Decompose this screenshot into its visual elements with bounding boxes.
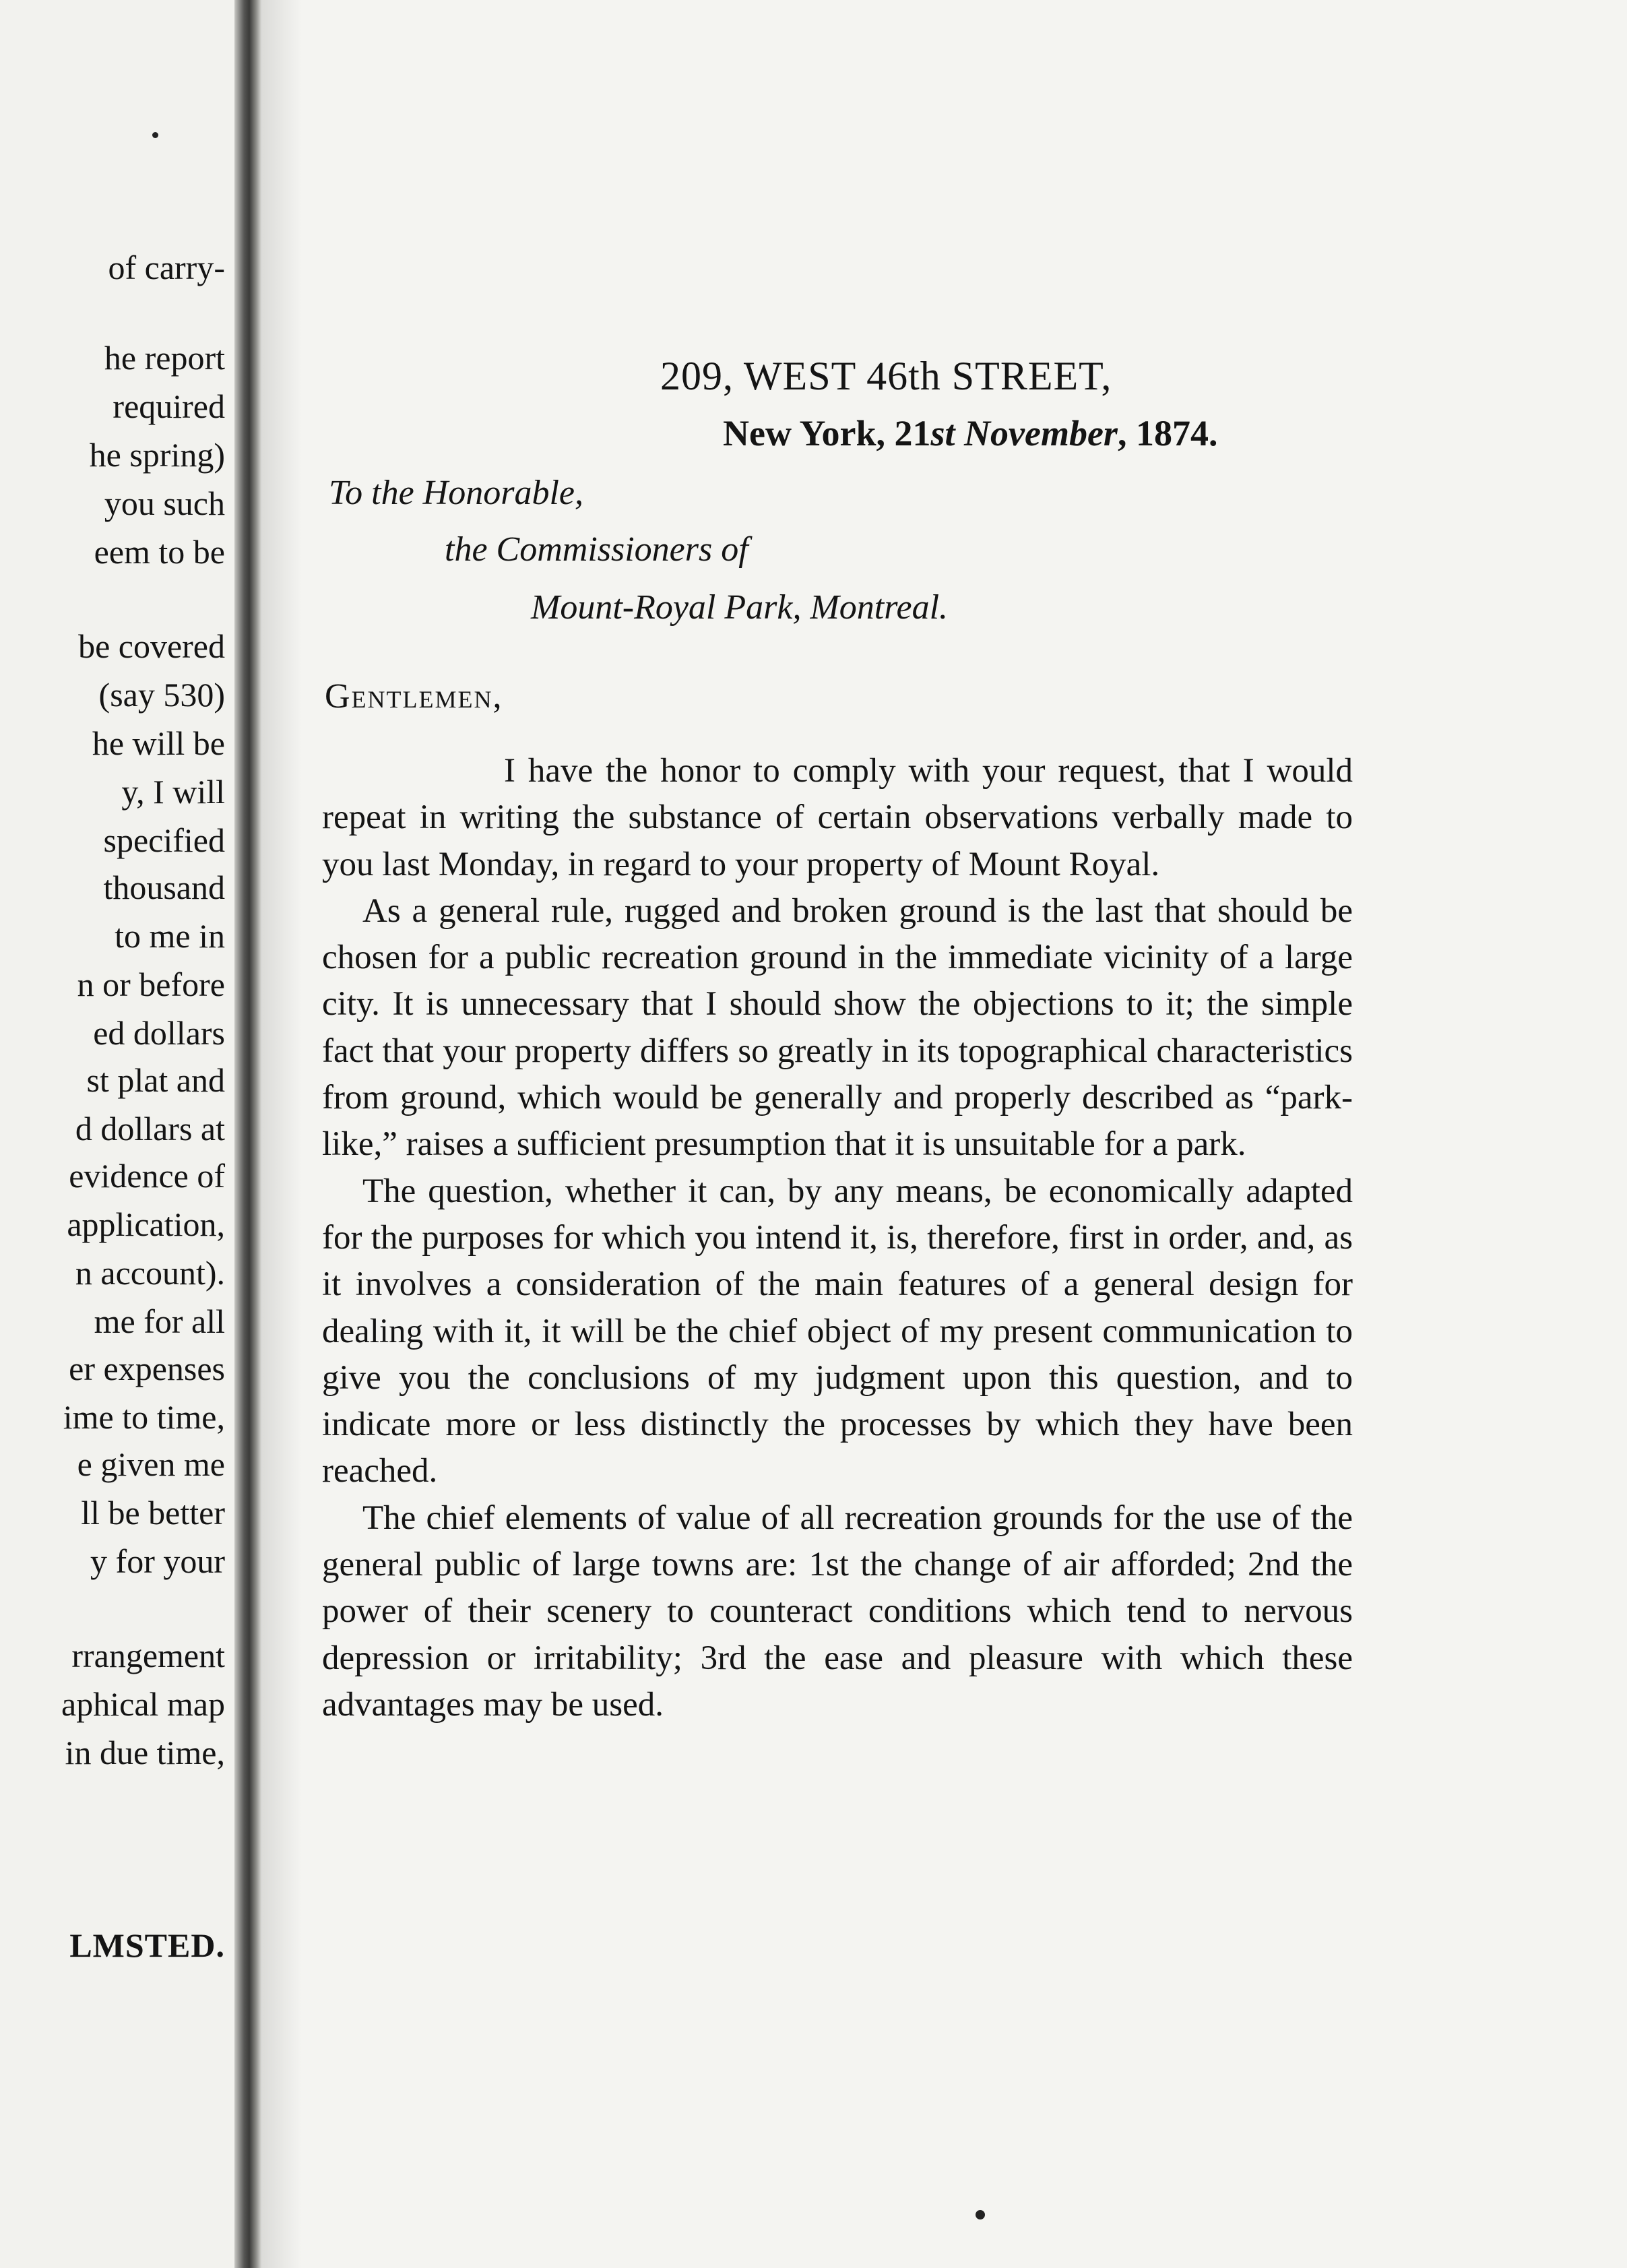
gutter-shadow (261, 0, 302, 2268)
book-gutter (234, 0, 261, 2268)
salutation: Gentlemen, (325, 677, 503, 716)
paragraph: I have the honor to comply with your request, that I would repeat in writing the substance of certain observations verbally made to you last Monday, in regard to your property of Mount Royal. (322, 752, 1353, 883)
left-facing-page (0, 0, 234, 2268)
ink-speck (152, 132, 158, 138)
addressee-line-3: Mount-Royal Park, Montreal. (531, 588, 949, 627)
left-page-line: y for your (90, 1542, 225, 1580)
left-page-line: st plat and (86, 1061, 225, 1099)
date-suffix: st (930, 413, 955, 453)
date-place: New York, 21 (723, 413, 931, 453)
left-page-line: you such (104, 484, 225, 522)
left-page-line: me for all (94, 1302, 225, 1340)
letter-page (302, 0, 1627, 2268)
left-page-line: application, (67, 1205, 225, 1243)
ink-speck (976, 2210, 985, 2219)
left-page-line: er expenses (69, 1350, 225, 1387)
left-page-line: he report (104, 339, 225, 377)
left-page-line: eem to be (94, 533, 225, 571)
left-page-line: d dollars at (75, 1110, 225, 1147)
left-page-line: to me in (115, 917, 225, 955)
left-page-line: e given me (77, 1445, 225, 1483)
left-page-line: n account). (75, 1254, 225, 1292)
left-page-line: ll be better (81, 1494, 225, 1532)
left-page-line: evidence of (69, 1157, 225, 1195)
left-page-line: y, I will (121, 773, 225, 811)
paragraph: The question, whether it can, by any means, be economically adapted for the purposes for which you intend it, is, therefore, first in order, and, as it involves a consideration of the main features of a general design for dealing with it, it will be the chief object of my present communication to give you the conclusions of my judgment upon this question, and to indicate more or less distinctly the processes by which they have been reached. (322, 1172, 1353, 1490)
left-page-signature: LMSTED. (69, 1926, 225, 1964)
left-page-line: n or before (77, 966, 225, 1003)
left-page-line: thousand (103, 869, 225, 906)
letter-body (322, 748, 1353, 1728)
left-page-line: ed dollars (93, 1014, 225, 1052)
left-page-line: required (113, 387, 225, 425)
left-page-line: he spring) (89, 436, 225, 474)
letter-address: 209, WEST 46th STREET, (660, 354, 1112, 398)
left-page-line: be covered (78, 627, 225, 665)
addressee-line-2: the Commissioners of (445, 530, 748, 569)
left-page-line: specified (103, 821, 225, 859)
paragraph: The chief elements of value of all recreation grounds for the use of the general public of large towns are: 1st the change of air afforded; 2nd the power of their scenery to counteract conditions which tend to nervous depression or irritability; 3rd the ease and pleasure with which these advantages may be used. (322, 1499, 1353, 1724)
addressee-line-1: To the Honorable, (329, 474, 583, 512)
left-page-line: rrangement (71, 1637, 225, 1674)
date-year: , 1874. (1117, 413, 1218, 453)
left-page-line: (say 530) (98, 676, 225, 714)
left-page-line: he will be (92, 724, 225, 762)
left-page-line: aphical map (61, 1685, 225, 1723)
letter-date (723, 412, 1217, 454)
date-month: November (964, 413, 1118, 453)
left-page-line: of carry- (108, 249, 225, 286)
left-page-line: in due time, (65, 1734, 225, 1771)
left-page-line: ime to time, (63, 1398, 225, 1436)
paragraph: As a general rule, rugged and broken ground is the last that should be chosen for a public recreation ground in the immediate vicinity of a large city. It is unnecessary that I should show the objections to it; the simple fact that your property differs so greatly in its topographical characteristics from ground, which would be generally and properly described as “park-like,” raises a sufficient presumption that it is unsuitable for a park. (322, 891, 1353, 1164)
